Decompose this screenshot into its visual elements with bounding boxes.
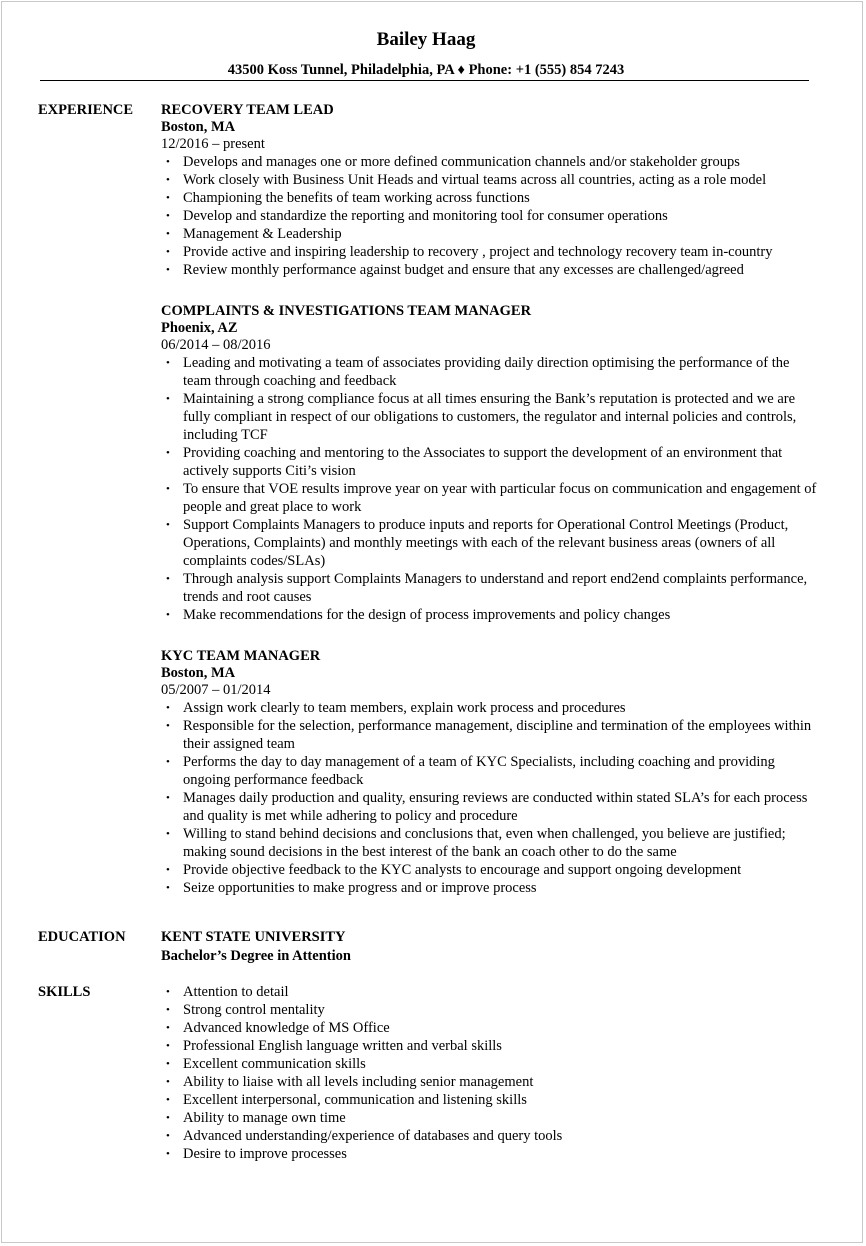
job-bullets (161, 699, 821, 897)
bullet-icon: • (166, 1094, 170, 1106)
bullet-text: Willing to stand behind decisions and conclusions that, even when challenged, you believe are justified; making sound decisions in the best interest of the bank an coach other to do the same (183, 826, 786, 860)
bullet-icon: • (166, 519, 170, 531)
list-item (161, 444, 821, 480)
bullet-icon: • (166, 1058, 170, 1070)
skill-text: Advanced knowledge of MS Office (183, 1020, 390, 1036)
bullet-icon: • (166, 1130, 170, 1142)
list-item (161, 1055, 821, 1073)
bullet-text: Championing the benefits of team working across functions (183, 190, 530, 206)
bullet-text: Manages daily production and quality, ensuring reviews are conducted within stated SLA’s for each process and quality is met while adhering to policy and procedure (183, 790, 808, 824)
bullet-text: Through analysis support Complaints Managers to understand and report end2end complaints performance, trends and root causes (183, 571, 808, 605)
list-item (161, 789, 821, 825)
bullet-icon: • (166, 792, 170, 804)
experience-section-title: EXPERIENCE (38, 102, 134, 118)
bullet-icon: • (166, 1004, 170, 1016)
list-item (161, 1037, 821, 1055)
list-item (161, 1073, 821, 1091)
bullet-text: Support Complaints Managers to produce inputs and reports for Operational Control Meetings (Product, Operations, Complaints) and monthly meetings with each of the relevant business areas (owners of all complaints codes/SLAs) (183, 517, 789, 569)
job-dates: 05/2007 – 01/2014 (161, 682, 271, 698)
skill-text: Advanced understanding/experience of databases and query tools (183, 1128, 563, 1144)
list-item (161, 243, 821, 261)
bullet-icon: • (166, 393, 170, 405)
experience-section (161, 101, 821, 897)
job-entry (161, 302, 821, 624)
bullet-icon: • (166, 609, 170, 621)
list-item (161, 354, 821, 390)
contact-line: 43500 Koss Tunnel, Philadelphia, PA ♦ Phone: +1 (555) 854 7243 (227, 62, 625, 78)
bullet-icon: • (166, 720, 170, 732)
list-item (161, 1091, 821, 1109)
skill-text: Strong control mentality (183, 1002, 325, 1018)
bullet-icon: • (166, 156, 170, 168)
job-bullets (161, 153, 821, 279)
bullet-icon: • (166, 1076, 170, 1088)
bullet-icon: • (166, 357, 170, 369)
bullet-icon: • (166, 864, 170, 876)
job-bullets (161, 354, 821, 624)
bullet-text: Provide objective feedback to the KYC analysts to encourage and support ongoing development (183, 862, 742, 878)
list-item (161, 480, 821, 516)
list-item (161, 225, 821, 243)
skill-text: Ability to liaise with all levels including senior management (183, 1074, 534, 1090)
job-location: Phoenix, AZ (161, 320, 238, 336)
education-section (161, 928, 821, 965)
bullet-text: Providing coaching and mentoring to the Associates to support the development of an environment that actively supports Citi’s vision (183, 445, 783, 479)
list-item (161, 983, 821, 1001)
bullet-icon: • (166, 447, 170, 459)
list-item (161, 1145, 821, 1163)
bullet-icon: • (166, 828, 170, 840)
bullet-text: Responsible for the selection, performance management, discipline and termination of the employees within their assigned team (183, 718, 812, 752)
job-title: COMPLAINTS & INVESTIGATIONS TEAM MANAGER (161, 303, 532, 319)
job-dates: 12/2016 – present (161, 136, 265, 152)
bullet-icon: • (166, 246, 170, 258)
list-item (161, 699, 821, 717)
skill-text: Professional English language written and verbal skills (183, 1038, 502, 1054)
list-item (161, 1127, 821, 1145)
header-divider (40, 80, 809, 81)
list-item (161, 825, 821, 861)
bullet-icon: • (166, 1112, 170, 1124)
job-entry (161, 647, 821, 897)
list-item (161, 171, 821, 189)
bullet-text: Seize opportunities to make progress and or improve process (183, 880, 537, 896)
list-item (161, 1109, 821, 1127)
list-item (161, 189, 821, 207)
skill-text: Desire to improve processes (183, 1146, 347, 1162)
bullet-text: Provide active and inspiring leadership to recovery , project and technology recovery team in-country (183, 244, 773, 260)
bullet-text: Management & Leadership (183, 226, 342, 242)
bullet-icon: • (166, 483, 170, 495)
list-item (161, 879, 821, 897)
skill-text: Ability to manage own time (183, 1110, 346, 1126)
bullet-text: Performs the day to day management of a team of KYC Specialists, including coaching and providing ongoing performance feedback (183, 754, 775, 788)
list-item (161, 861, 821, 879)
bullet-text: Make recommendations for the design of process improvements and policy changes (183, 607, 671, 623)
job-location: Boston, MA (161, 119, 236, 135)
bullet-text: To ensure that VOE results improve year on year with particular focus on communication and engagement of people and great place to work (183, 481, 817, 515)
list-item (161, 207, 821, 225)
bullet-text: Develops and manages one or more defined communication channels and/or stakeholder groups (183, 154, 740, 170)
bullet-icon: • (166, 228, 170, 240)
bullet-icon: • (166, 1040, 170, 1052)
bullet-text: Develop and standardize the reporting and monitoring tool for consumer operations (183, 208, 668, 224)
list-item (161, 717, 821, 753)
skill-text: Excellent communication skills (183, 1056, 366, 1072)
list-item (161, 390, 821, 444)
bullet-text: Assign work clearly to team members, explain work process and procedures (183, 700, 626, 716)
job-location: Boston, MA (161, 665, 236, 681)
job-dates: 06/2014 – 08/2016 (161, 337, 271, 353)
skills-section-title: SKILLS (38, 984, 91, 1000)
bullet-icon: • (166, 1022, 170, 1034)
bullet-icon: • (166, 573, 170, 585)
skills-section (161, 983, 821, 1163)
bullet-icon: • (166, 174, 170, 186)
list-item (161, 753, 821, 789)
job-title: RECOVERY TEAM LEAD (161, 102, 334, 118)
list-item (161, 261, 821, 279)
bullet-icon: • (166, 702, 170, 714)
bullet-icon: • (166, 756, 170, 768)
bullet-icon: • (166, 1148, 170, 1160)
list-item (161, 1001, 821, 1019)
bullet-text: Maintaining a strong compliance focus at all times ensuring the Bank’s reputation is protected and we are fully compliant in respect of our obligations to customers, the regulator and internal policies and controls, including TCF (183, 391, 797, 443)
candidate-name: Bailey Haag (376, 29, 476, 50)
list-item (161, 516, 821, 570)
list-item (161, 153, 821, 171)
bullet-text: Leading and motivating a team of associates providing daily direction optimising the performance of the team through coaching and feedback (183, 355, 790, 389)
bullet-icon: • (166, 210, 170, 222)
bullet-icon: • (166, 192, 170, 204)
list-item (161, 570, 821, 606)
degree-name: Bachelor’s Degree in Attention (161, 948, 351, 964)
skill-text: Excellent interpersonal, communication and listening skills (183, 1092, 527, 1108)
list-item (161, 1019, 821, 1037)
education-section-title: EDUCATION (38, 929, 126, 945)
bullet-text: Review monthly performance against budget and ensure that any excesses are challenged/agreed (183, 262, 744, 278)
skills-list (161, 983, 821, 1163)
bullet-icon: • (166, 882, 170, 894)
bullet-icon: • (166, 986, 170, 998)
bullet-icon: • (166, 264, 170, 276)
list-item (161, 606, 821, 624)
skill-text: Attention to detail (183, 984, 289, 1000)
job-title: KYC TEAM MANAGER (161, 648, 321, 664)
job-entry (161, 101, 821, 279)
bullet-text: Work closely with Business Unit Heads and virtual teams across all countries, acting as a role model (183, 172, 767, 188)
school-name: KENT STATE UNIVERSITY (161, 929, 346, 945)
